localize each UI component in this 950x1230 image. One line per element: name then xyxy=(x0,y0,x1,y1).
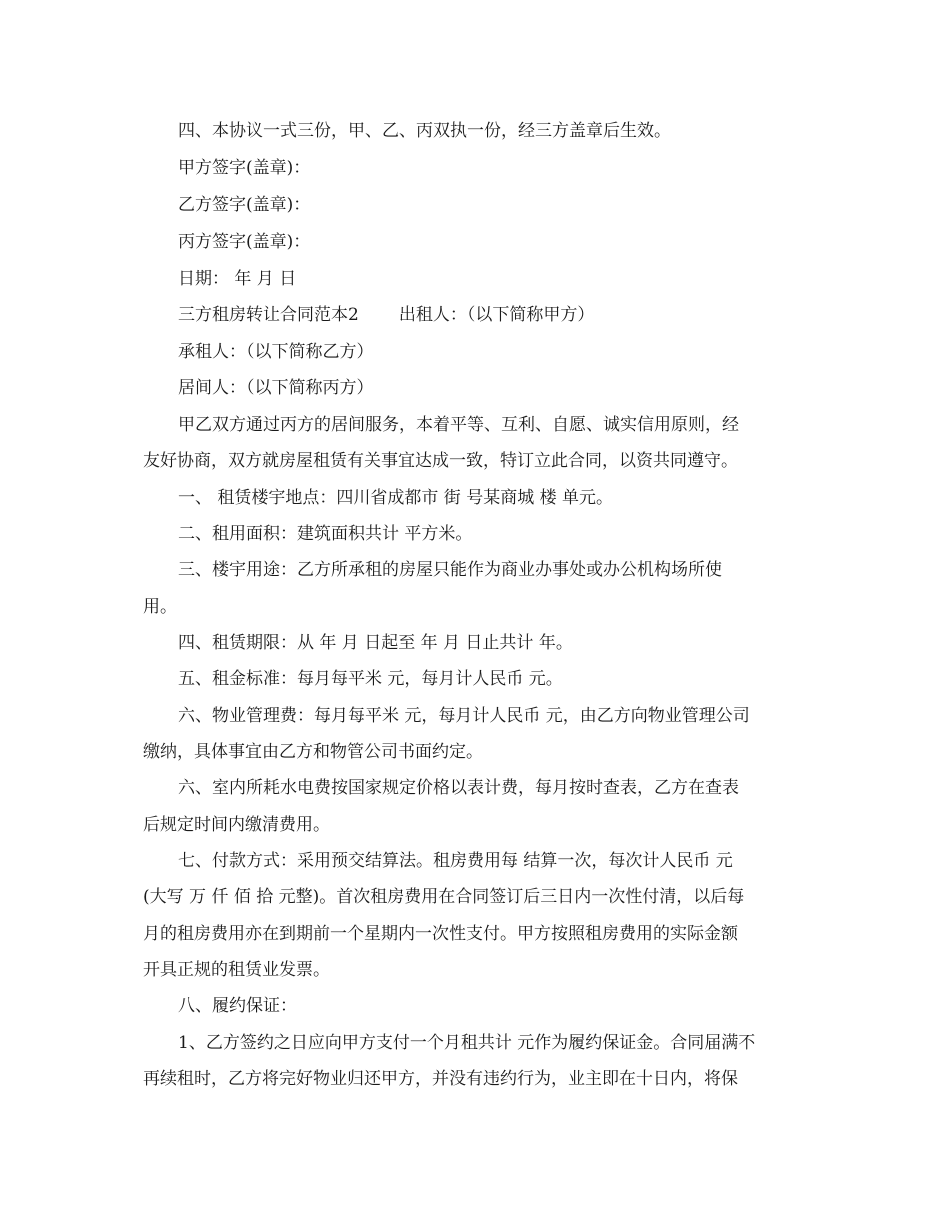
clause-guarantee-line-1: 1、乙方签约之日应向甲方支付一个月租共计 元作为履约保证金。合同届满不 xyxy=(178,1033,756,1053)
clause-4-copies: 四、本协议一式三份，甲、乙、丙双执一份，经三方盖章后生效。 xyxy=(178,121,671,141)
intermediary-line: 居间人：（以下简称丙方） xyxy=(178,378,374,398)
lessee-line: 承租人：（以下简称乙方） xyxy=(178,342,374,362)
clause-utilities-line-2: 后规定时间内缴清费用。 xyxy=(143,815,330,835)
contract-title: 三方租房转让合同范本2 xyxy=(178,305,359,325)
party-b-signature: 乙方签字(盖章)： xyxy=(178,195,311,215)
clause-location: 一、 租赁楼宇地点：四川省成都市 街 号某商城 楼 单元。 xyxy=(178,488,614,508)
clause-property-fee-line-2: 缴纳，具体事宜由乙方和物管公司书面约定。 xyxy=(143,742,483,762)
party-a-signature: 甲方签字(盖章)： xyxy=(178,158,311,178)
clause-payment-line-3: 月的租房费用亦在到期前一个星期内一次性支付。甲方按照租房费用的实际金额 xyxy=(143,924,738,944)
clause-payment-line-1: 七、付款方式：采用预交结算法。租房费用每 结算一次，每次计人民币 元 xyxy=(178,851,733,871)
contract-title-line xyxy=(178,304,594,326)
clause-usage-line-1: 三、楼宇用途：乙方所承租的房屋只能作为商业办事处或办公机构场所使 xyxy=(178,560,722,580)
clause-payment-line-4: 开具正规的租赁业发票。 xyxy=(143,960,330,980)
party-c-signature: 丙方签字(盖章)： xyxy=(178,232,311,252)
clause-usage-line-2: 用。 xyxy=(143,597,177,617)
clause-rent: 五、租金标准：每月每平米 元，每月计人民币 元。 xyxy=(178,669,563,689)
clause-guarantee-heading: 八、履约保证： xyxy=(178,996,297,1016)
preamble-line-1: 甲乙双方通过丙方的居间服务，本着平等、互利、自愿、诚实信用原则，经 xyxy=(178,415,739,435)
preamble-line-2: 友好协商，双方就房屋租赁有关事宜达成一致，特订立此合同，以资共同遵守。 xyxy=(143,451,738,471)
lessor-line: 出租人：（以下简称甲方） xyxy=(398,305,595,325)
clause-term: 四、租赁期限：从 年 月 日起至 年 月 日止共计 年。 xyxy=(178,633,573,653)
clause-utilities-line-1: 六、室内所耗水电费按国家规定价格以表计费，每月按时查表，乙方在查表 xyxy=(178,778,739,798)
date-line: 日期： 年 月 日 xyxy=(178,269,297,289)
clause-property-fee-line-1: 六、物业管理费：每月每平米 元，每月计人民币 元，由乙方向物业管理公司 xyxy=(178,706,750,726)
clause-area: 二、租用面积：建筑面积共计 平方米。 xyxy=(178,524,473,544)
clause-payment-line-2: (大写 万 仟 佰 拾 元整)。首次租房费用在合同签订后三日内一次性付清，以后每 xyxy=(143,887,745,907)
clause-guarantee-line-2: 再续租时，乙方将完好物业归还甲方，并没有违约行为，业主即在十日内，将保 xyxy=(143,1069,738,1089)
